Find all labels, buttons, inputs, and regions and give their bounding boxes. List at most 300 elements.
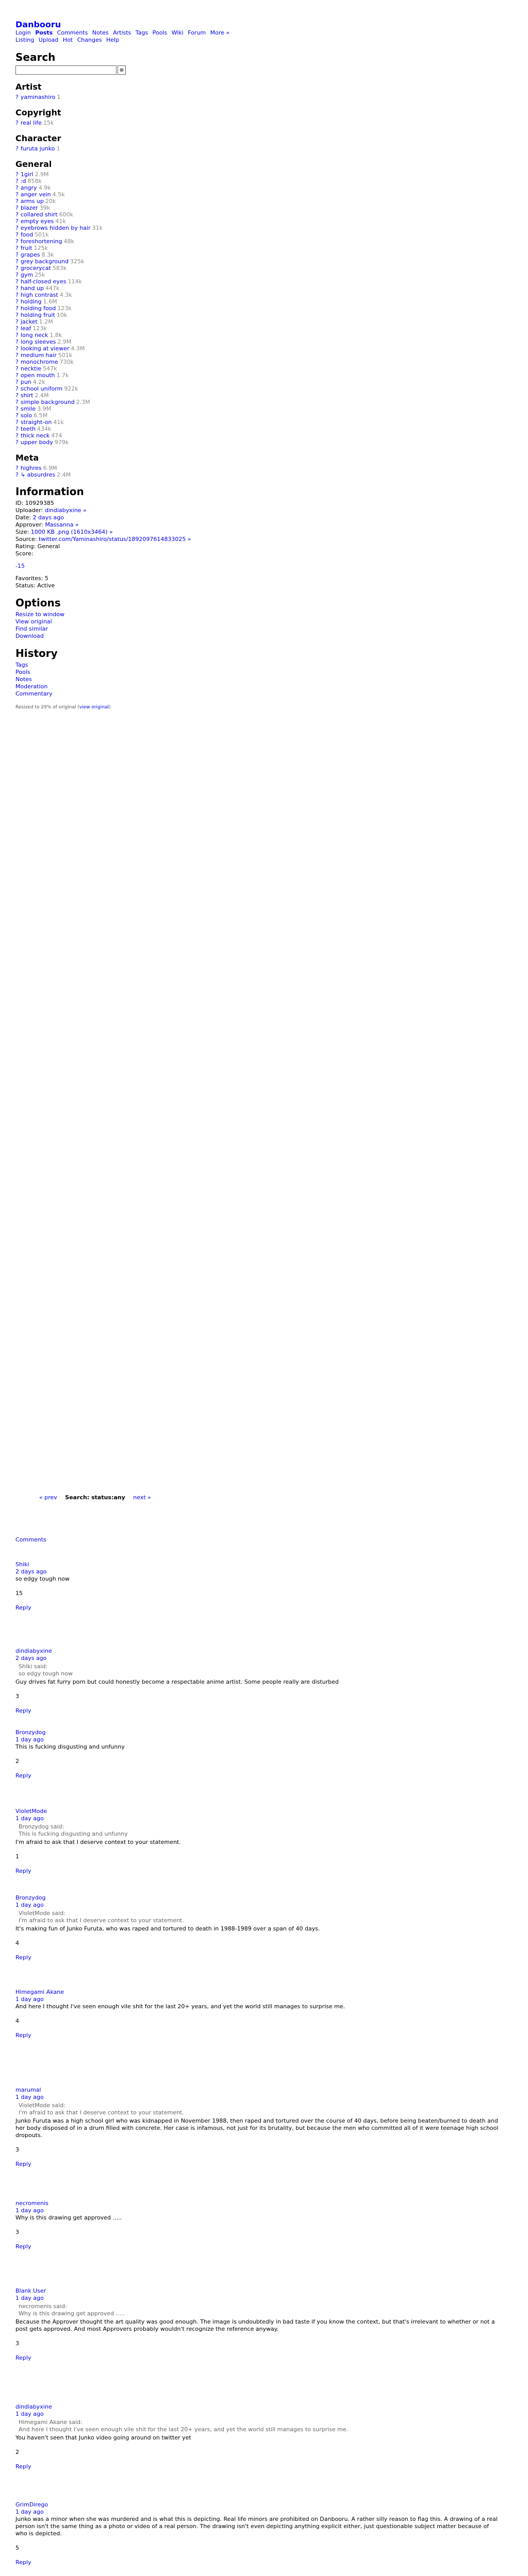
site-container <box>15 20 510 710</box>
tag-item <box>15 439 510 446</box>
comment <box>15 2087 500 2168</box>
comment-author-link[interactable]: dindiabyxine <box>15 1648 52 1654</box>
comment-quote-text: I'm afraid to ask that I deserve context to your statement. <box>19 2109 184 2116</box>
tag-item <box>15 205 510 211</box>
tag-post-count: 600k <box>59 211 73 218</box>
tag-wiki-link[interactable]: ? <box>15 426 19 432</box>
tag-wiki-link[interactable]: ? <box>15 471 19 478</box>
tag-search-link[interactable]: food <box>20 231 34 238</box>
view-original-link[interactable]: View original <box>15 618 52 625</box>
tag-item <box>15 218 510 225</box>
tag-item <box>15 251 510 258</box>
history-commentary-link[interactable]: Commentary <box>15 690 53 697</box>
tag-search-link[interactable]: necktie <box>20 365 42 372</box>
tag-post-count: 1 <box>56 145 60 152</box>
tag-search-link[interactable]: collared shirt <box>20 211 58 218</box>
tag-post-count: 1.7k <box>56 372 69 379</box>
tag-post-count: 1.8k <box>50 332 62 338</box>
subnav-hot[interactable]: Hot <box>62 37 73 43</box>
tag-search-link[interactable]: holding food <box>20 305 56 312</box>
comment-author-link[interactable]: dindiabyxine <box>15 2403 52 2410</box>
tag-wiki-link[interactable]: ? <box>15 184 19 191</box>
tag-item <box>15 198 510 205</box>
comment-date-link[interactable]: 1 day ago <box>15 1902 44 1908</box>
comment-quote-text: I'm afraid to ask that I deserve context to your statement. <box>19 1917 184 1924</box>
site-logo[interactable] <box>15 20 510 29</box>
tag-search-link[interactable]: long sleeves <box>20 338 56 345</box>
history-tags-link[interactable]: Tags <box>15 662 28 668</box>
comment-author-link[interactable]: Shiki <box>15 1561 29 1568</box>
comment <box>15 2501 500 2566</box>
tag-wiki-link[interactable]: ? <box>15 292 19 298</box>
tag-item <box>15 372 510 379</box>
tag-search-link[interactable]: grocerycat <box>20 265 51 272</box>
tag-search-link[interactable]: foreshortening <box>20 238 62 245</box>
comment-date-link[interactable]: 2 days ago <box>15 1655 47 1662</box>
artist-tag-list <box>15 94 510 100</box>
comment-reply-link[interactable]: Reply <box>15 1772 31 1779</box>
tag-search-link[interactable]: angry <box>20 184 37 191</box>
comment-date-link[interactable]: 1 day ago <box>15 2295 44 2301</box>
comment-quote <box>19 2303 500 2317</box>
tag-search-link[interactable]: leaf <box>20 325 31 332</box>
comment-author-link[interactable]: necromenis <box>15 2200 49 2207</box>
tag-search-link[interactable]: medium hair <box>20 352 57 359</box>
tag-wiki-link[interactable]: ? <box>15 225 19 231</box>
history-list <box>15 662 510 698</box>
source-link[interactable]: twitter.com/Yaminashiro/status/1892097614833025 » <box>38 536 191 543</box>
tag-wiki-link[interactable]: ? <box>15 305 19 312</box>
tag-wiki-link[interactable]: ? <box>15 432 19 439</box>
date-label: Date: <box>15 514 33 521</box>
tag-post-count: 325k <box>70 258 85 265</box>
tag-wiki-link[interactable]: ? <box>15 272 19 278</box>
comment-body: so edgy tough now <box>15 1575 70 1582</box>
tag-post-count: 41k <box>55 218 66 225</box>
comment-body: Junko was a minor when she was murdered and is what this is depicting. Real life minors are prohibited on Danbooru. A rather silly reason to flag this. A drawing of a real person isn't the same thing as a photo or video of a real person. The drawing isn't even depicting anything explicit either, just questionable subject matter because of who is depicted. <box>15 2516 498 2537</box>
comment-reply-link[interactable]: Reply <box>15 2243 31 2250</box>
tag-item <box>15 305 510 312</box>
tag-post-count: 2.4M <box>57 471 71 478</box>
tag-post-count: 447k <box>45 285 60 292</box>
tag-post-count: 8.3k <box>41 251 54 258</box>
tag-post-count: 39k <box>39 205 51 211</box>
prev-post-link[interactable]: « prev <box>39 1494 57 1501</box>
tag-search-link[interactable]: holding <box>20 298 42 305</box>
tag-search-link[interactable]: teeth <box>20 426 36 432</box>
tag-search-link[interactable]: eyebrows hidden by hair <box>20 225 91 231</box>
tag-post-count: 4.3M <box>71 345 85 352</box>
tag-wiki-link[interactable]: ? <box>15 238 19 245</box>
tag-item <box>15 332 510 338</box>
tag-wiki-link[interactable]: ? <box>15 439 19 446</box>
resize-to-window-link[interactable]: Resize to window <box>15 611 65 618</box>
comments-section-link[interactable] <box>15 1536 46 1543</box>
tag-item <box>15 471 510 478</box>
uploader-label: Uploader: <box>15 507 45 514</box>
comment-body: Because the Approver thought the art quality was good enough. The image is undoubtedly in bad taste if you know the context, but that's irrelevant to whether or not a post gets approved. And most Approvers probably wouldn't recognize the reference anyway. <box>15 2318 495 2332</box>
comment-author-link[interactable]: Bronzydog <box>15 1729 46 1736</box>
history-notes-link[interactable]: Notes <box>15 676 32 683</box>
comment-quote-author: Bronzydog said: <box>19 1823 64 1830</box>
tag-post-count: 10k <box>56 312 68 318</box>
tag-post-count: 6.9M <box>43 465 57 471</box>
nav-notes[interactable]: Notes <box>92 29 109 36</box>
tag-wiki-link[interactable]: ? <box>15 379 19 385</box>
search-button[interactable]: ⊕ <box>118 65 126 75</box>
comment-author-link[interactable]: Blank User <box>15 2287 46 2294</box>
nav-tags[interactable]: Tags <box>135 29 148 36</box>
tag-search-link[interactable]: grey background <box>20 258 69 265</box>
tag-post-count: 31k <box>92 225 103 231</box>
tag-item <box>15 379 510 385</box>
tag-item <box>15 238 510 245</box>
tag-item <box>15 318 510 325</box>
size-row <box>15 529 510 536</box>
comment-reply-link[interactable]: Reply <box>15 1868 31 1874</box>
comment-quote-author: Himegami Akane said: <box>19 2419 82 2426</box>
tag-post-count: 4.9k <box>38 184 51 191</box>
comment-date-link[interactable]: 1 day ago <box>15 2094 44 2100</box>
tag-item <box>15 184 510 191</box>
subnav-help[interactable]: Help <box>106 37 120 43</box>
tag-post-count: 858k <box>27 178 42 184</box>
comment-score: 2 <box>15 1758 19 1765</box>
comment-author-link[interactable]: VioletMode <box>15 1808 47 1815</box>
tag-wiki-link[interactable]: ? <box>15 298 19 305</box>
site-logo-link[interactable]: Danbooru <box>15 20 61 29</box>
comment-reply-link[interactable]: Reply <box>15 2559 31 2566</box>
nav-forum[interactable]: Forum <box>188 29 206 36</box>
tag-search-link[interactable]: upper body <box>20 439 53 446</box>
comment-date-link[interactable]: 1 day ago <box>15 1815 44 1822</box>
comment <box>15 1808 500 1875</box>
tag-post-count: 4.5k <box>52 191 65 198</box>
tag-search-link[interactable]: blazer <box>20 205 38 211</box>
tag-post-count: 125k <box>34 245 48 251</box>
comment-author-link[interactable]: Bronzydog <box>15 1894 46 1901</box>
tag-search-link[interactable]: thick neck <box>20 432 50 439</box>
tag-post-count: 2.9M <box>57 338 72 345</box>
comment-reply-link[interactable]: Reply <box>15 1604 31 1611</box>
tag-post-count: 2.3M <box>76 399 90 405</box>
comment-quote <box>19 2102 500 2116</box>
tag-search-link[interactable]: open mouth <box>20 372 55 379</box>
tag-item <box>15 292 510 298</box>
tag-wiki-link[interactable]: ? <box>15 278 19 285</box>
tag-post-count: 2.4M <box>35 392 49 399</box>
general-tag-list <box>15 171 510 446</box>
comment-reply-link[interactable]: Reply <box>15 1707 31 1714</box>
tag-wiki-link[interactable]: ? <box>15 352 19 359</box>
tag-post-count: 501k <box>35 231 49 238</box>
tag-wiki-link[interactable]: ? <box>15 399 19 405</box>
tag-wiki-link[interactable]: ? <box>15 412 19 419</box>
sub-nav <box>15 37 510 44</box>
comment-quote-text: This is fucking disgusting and unfunny <box>19 1831 128 1837</box>
tag-search-link[interactable]: arms up <box>20 198 44 205</box>
options-list <box>15 611 510 640</box>
tag-post-count: 4.3k <box>59 292 72 298</box>
resized-view-original-link[interactable]: view original <box>79 705 109 710</box>
tag-wiki-link[interactable]: ? <box>15 359 19 365</box>
tag-item <box>15 385 510 392</box>
options-heading: Options <box>15 597 61 609</box>
tag-search-link[interactable]: straight-on <box>20 419 52 426</box>
tag-wiki-link[interactable]: ? <box>15 231 19 238</box>
tag-post-count: 20k <box>45 198 56 205</box>
history-heading: History <box>15 647 58 659</box>
score-label: Score: <box>15 550 34 557</box>
comment-score: 4 <box>15 1940 19 1946</box>
uploader-row <box>15 507 510 514</box>
comment-reply-link[interactable]: Reply <box>15 2032 31 2039</box>
tag-wiki-link[interactable]: ? <box>15 372 19 379</box>
subnav-upload[interactable]: Upload <box>38 37 59 43</box>
next-post-link[interactable]: next » <box>133 1494 151 1501</box>
comment-author-link[interactable]: GrimDirego <box>15 2501 48 2508</box>
tag-item <box>15 191 510 198</box>
tag-post-count: 123k <box>32 325 47 332</box>
tag-post-count: 123k <box>57 305 72 312</box>
comment-body: Guy drives fat furry porn but could honestly become a respectable anime artist. Some people really are disturbed <box>15 1679 339 1685</box>
comment-reply-link[interactable]: Reply <box>15 2463 31 2470</box>
tag-search-link[interactable]: real life <box>20 120 42 126</box>
comment-score: 5 <box>15 2545 19 2551</box>
tag-post-count: 730k <box>59 359 74 365</box>
tag-item <box>15 352 510 359</box>
nav-posts[interactable]: Posts <box>35 29 53 36</box>
comment-date-link[interactable]: 1 day ago <box>15 2509 44 2515</box>
comment-date-link[interactable]: 1 day ago <box>15 1736 44 1743</box>
comment-body: Why is this drawing get approved ..... <box>15 2214 122 2221</box>
tag-search-link[interactable]: empty eyes <box>20 218 54 225</box>
nav-wiki[interactable]: Wiki <box>171 29 184 36</box>
tag-search-link[interactable]: :d <box>20 178 26 184</box>
approver-link[interactable]: Massanna » <box>45 521 79 528</box>
comment-reply-link[interactable]: Reply <box>15 2161 31 2167</box>
score-value <box>15 563 510 570</box>
comment-quote-text: And here I thought I've seen enough vile shit for the last 20+ years, and yet the world still manages to surprise me. <box>19 2426 349 2433</box>
comment-score: 3 <box>15 1693 19 1700</box>
general-heading: General <box>15 159 52 169</box>
tag-wiki-link[interactable]: ? <box>15 211 19 218</box>
tag-wiki-link[interactable]: ? <box>15 198 19 205</box>
tag-search-link[interactable]: pun <box>20 379 31 385</box>
comment-score: 3 <box>15 2229 19 2235</box>
character-heading: Character <box>15 133 61 143</box>
comment-quote-author: VioletMode said: <box>19 2102 65 2109</box>
nav-more[interactable]: More » <box>210 29 230 36</box>
tag-post-count: 2.9M <box>35 171 49 178</box>
tag-wiki-link[interactable]: ? <box>15 405 19 412</box>
comment-quote <box>19 1910 500 1924</box>
find-similar-link[interactable]: Find similar <box>15 625 48 632</box>
tag-search-link[interactable]: smile <box>20 405 36 412</box>
tag-wiki-link[interactable]: ? <box>15 385 19 392</box>
tag-search-link[interactable]: simple background <box>20 399 75 405</box>
tag-item <box>15 325 510 332</box>
status-row: Status: Active <box>15 582 55 589</box>
tag-post-count: 15k <box>43 120 54 126</box>
tag-item <box>15 285 510 292</box>
tag-item <box>15 272 510 278</box>
tag-item <box>15 145 510 152</box>
tag-wiki-link[interactable]: ? <box>15 258 19 265</box>
tag-post-count: 547k <box>43 365 57 372</box>
comment <box>15 1989 500 2039</box>
nav-login[interactable]: Login <box>15 29 31 36</box>
tag-wiki-link[interactable]: ? <box>15 178 19 184</box>
tag-search-link[interactable]: 1girl <box>20 171 34 178</box>
tag-wiki-link[interactable]: ? <box>15 265 19 272</box>
tag-wiki-link[interactable]: ? <box>15 318 19 325</box>
comment <box>15 1561 500 1612</box>
tag-item <box>15 432 510 439</box>
tag-wiki-link[interactable]: ? <box>15 205 19 211</box>
tag-item <box>15 178 510 184</box>
tag-wiki-link[interactable]: ? <box>15 419 19 426</box>
tag-item <box>15 426 510 432</box>
tag-item <box>15 419 510 426</box>
tag-wiki-link[interactable]: ? <box>15 218 19 225</box>
character-tag-list <box>15 145 510 152</box>
subnav-listing[interactable]: Listing <box>15 37 35 43</box>
tag-search-link[interactable]: high contrast <box>20 292 58 298</box>
tag-wiki-link[interactable]: ? <box>15 145 19 152</box>
tag-wiki-link[interactable]: ? <box>15 251 19 258</box>
tag-search-link[interactable]: long neck <box>20 332 48 338</box>
comment-date-link[interactable]: 1 day ago <box>15 2207 44 2214</box>
tag-item <box>15 278 510 285</box>
tag-search-link[interactable]: school uniform <box>20 385 63 392</box>
comment-score: 15 <box>15 1590 23 1597</box>
tag-search-link[interactable]: shirt <box>20 392 34 399</box>
tag-search-link[interactable]: holding fruit <box>20 312 55 318</box>
tag-wiki-link[interactable]: ? <box>15 94 19 100</box>
comment-date-link[interactable]: 2 days ago <box>15 1568 47 1575</box>
comment-body: It's making fun of Junko Furuta, who was raped and tortured to death in 1988-1989 over a span of 40 days. <box>15 1925 320 1932</box>
tag-wiki-link[interactable]: ? <box>15 120 19 126</box>
score-link[interactable]: -15 <box>15 563 25 569</box>
date-link[interactable]: 2 days ago <box>32 514 64 521</box>
comment-quote-author: VioletMode said: <box>19 1910 65 1917</box>
comment-reply-link[interactable]: Reply <box>15 1954 31 1961</box>
tag-search-link[interactable]: anger vein <box>20 191 51 198</box>
tag-search-link[interactable]: hand up <box>20 285 44 292</box>
comment <box>15 1729 500 1780</box>
tag-item <box>15 298 510 305</box>
tag-item <box>15 392 510 399</box>
tag-item <box>15 265 510 272</box>
comment-score: 3 <box>15 2146 19 2153</box>
tag-search-link[interactable]: half-closed eyes <box>20 278 67 285</box>
comment-date-link[interactable]: 1 day ago <box>15 1996 44 2003</box>
tag-search-link[interactable]: grapes <box>20 251 40 258</box>
comment-quote-text: Why is this drawing get approved ..... <box>19 2310 125 2317</box>
nav-pools[interactable]: Pools <box>152 29 168 36</box>
tag-search-link[interactable]: looking at viewer <box>20 345 70 352</box>
tag-wiki-link[interactable]: ? <box>15 332 19 338</box>
comments-link[interactable]: Comments <box>15 1536 46 1543</box>
comment-body: You haven't seen that Junko video going around on twitter yet <box>15 2434 191 2441</box>
history-moderation-link[interactable]: Moderation <box>15 683 48 690</box>
subnav-changes[interactable]: Changes <box>77 37 102 43</box>
post-id: ID: 10929385 <box>15 500 54 506</box>
tag-post-count: 501k <box>58 352 73 359</box>
comment-quote-text: so edgy tough now <box>19 1670 73 1677</box>
tag-item <box>15 225 510 231</box>
tag-post-count: 4.2k <box>32 379 45 385</box>
tag-search-link[interactable]: yaminashiro <box>20 94 56 100</box>
comment-date-link[interactable]: 1 day ago <box>15 2411 44 2417</box>
comment-author-link[interactable]: marumal <box>15 2087 41 2093</box>
tag-wiki-link[interactable]: ? <box>15 345 19 352</box>
history-pools-link[interactable]: Pools <box>15 669 30 675</box>
comment-score: 1 <box>15 1853 19 1860</box>
comment-quote <box>19 1823 500 1838</box>
comment <box>15 1894 500 1961</box>
post-pager <box>36 1494 154 1501</box>
tag-search-link[interactable]: highres <box>20 465 42 471</box>
tag-wiki-link[interactable]: ? <box>15 465 19 471</box>
tag-wiki-link[interactable]: ? <box>15 312 19 318</box>
favorites-row: Favorites: 5 <box>15 575 48 582</box>
pager-search: Search: status:any <box>65 1494 125 1501</box>
tag-wiki-link[interactable]: ? <box>15 365 19 372</box>
tag-item <box>15 338 510 345</box>
nav-comments[interactable]: Comments <box>57 29 88 36</box>
tag-search-link[interactable]: fruit <box>20 245 32 251</box>
nav-artists[interactable]: Artists <box>113 29 131 36</box>
comment-reply-link[interactable]: Reply <box>15 2354 31 2361</box>
tag-search-link[interactable]: monochrome <box>20 359 58 365</box>
comment-score: 2 <box>15 2449 19 2455</box>
tag-item <box>15 412 510 419</box>
tag-post-count: 1 <box>57 94 61 100</box>
tag-item <box>15 94 510 100</box>
uploader-link[interactable]: dindiabyxine » <box>44 507 87 514</box>
tag-search-link[interactable]: gym <box>20 272 34 278</box>
tag-wiki-link[interactable]: ? <box>15 325 19 332</box>
tag-post-count: 922k <box>64 385 78 392</box>
tag-search-link[interactable]: jacket <box>20 318 38 325</box>
download-link[interactable]: Download <box>15 633 44 639</box>
tag-wiki-link[interactable]: ? <box>15 338 19 345</box>
tag-item <box>15 465 510 471</box>
tag-search-link[interactable]: ↳ absurdres <box>20 471 56 478</box>
tag-post-count: 3.9M <box>37 405 52 412</box>
tag-wiki-link[interactable]: ? <box>15 171 19 178</box>
date-row <box>15 514 510 521</box>
tag-wiki-link[interactable]: ? <box>15 191 19 198</box>
tag-wiki-link[interactable]: ? <box>15 392 19 399</box>
tag-search-link[interactable]: furuta junko <box>20 145 55 152</box>
comment-quote <box>19 2419 500 2433</box>
comment-author-link[interactable]: Himegami Akane <box>15 1989 64 1995</box>
tag-item <box>15 345 510 352</box>
tag-wiki-link[interactable]: ? <box>15 285 19 292</box>
approver-label: Approver: <box>15 521 45 528</box>
tag-post-count: 48k <box>63 238 74 245</box>
search-input[interactable] <box>15 65 117 75</box>
size-link[interactable]: 1000 KB .png (1610x3464) » <box>30 529 113 535</box>
tag-wiki-link[interactable]: ? <box>15 245 19 251</box>
tag-search-link[interactable]: solo <box>20 412 32 419</box>
tag-item <box>15 211 510 218</box>
meta-heading: Meta <box>15 453 39 463</box>
copyright-tag-list <box>15 120 510 126</box>
